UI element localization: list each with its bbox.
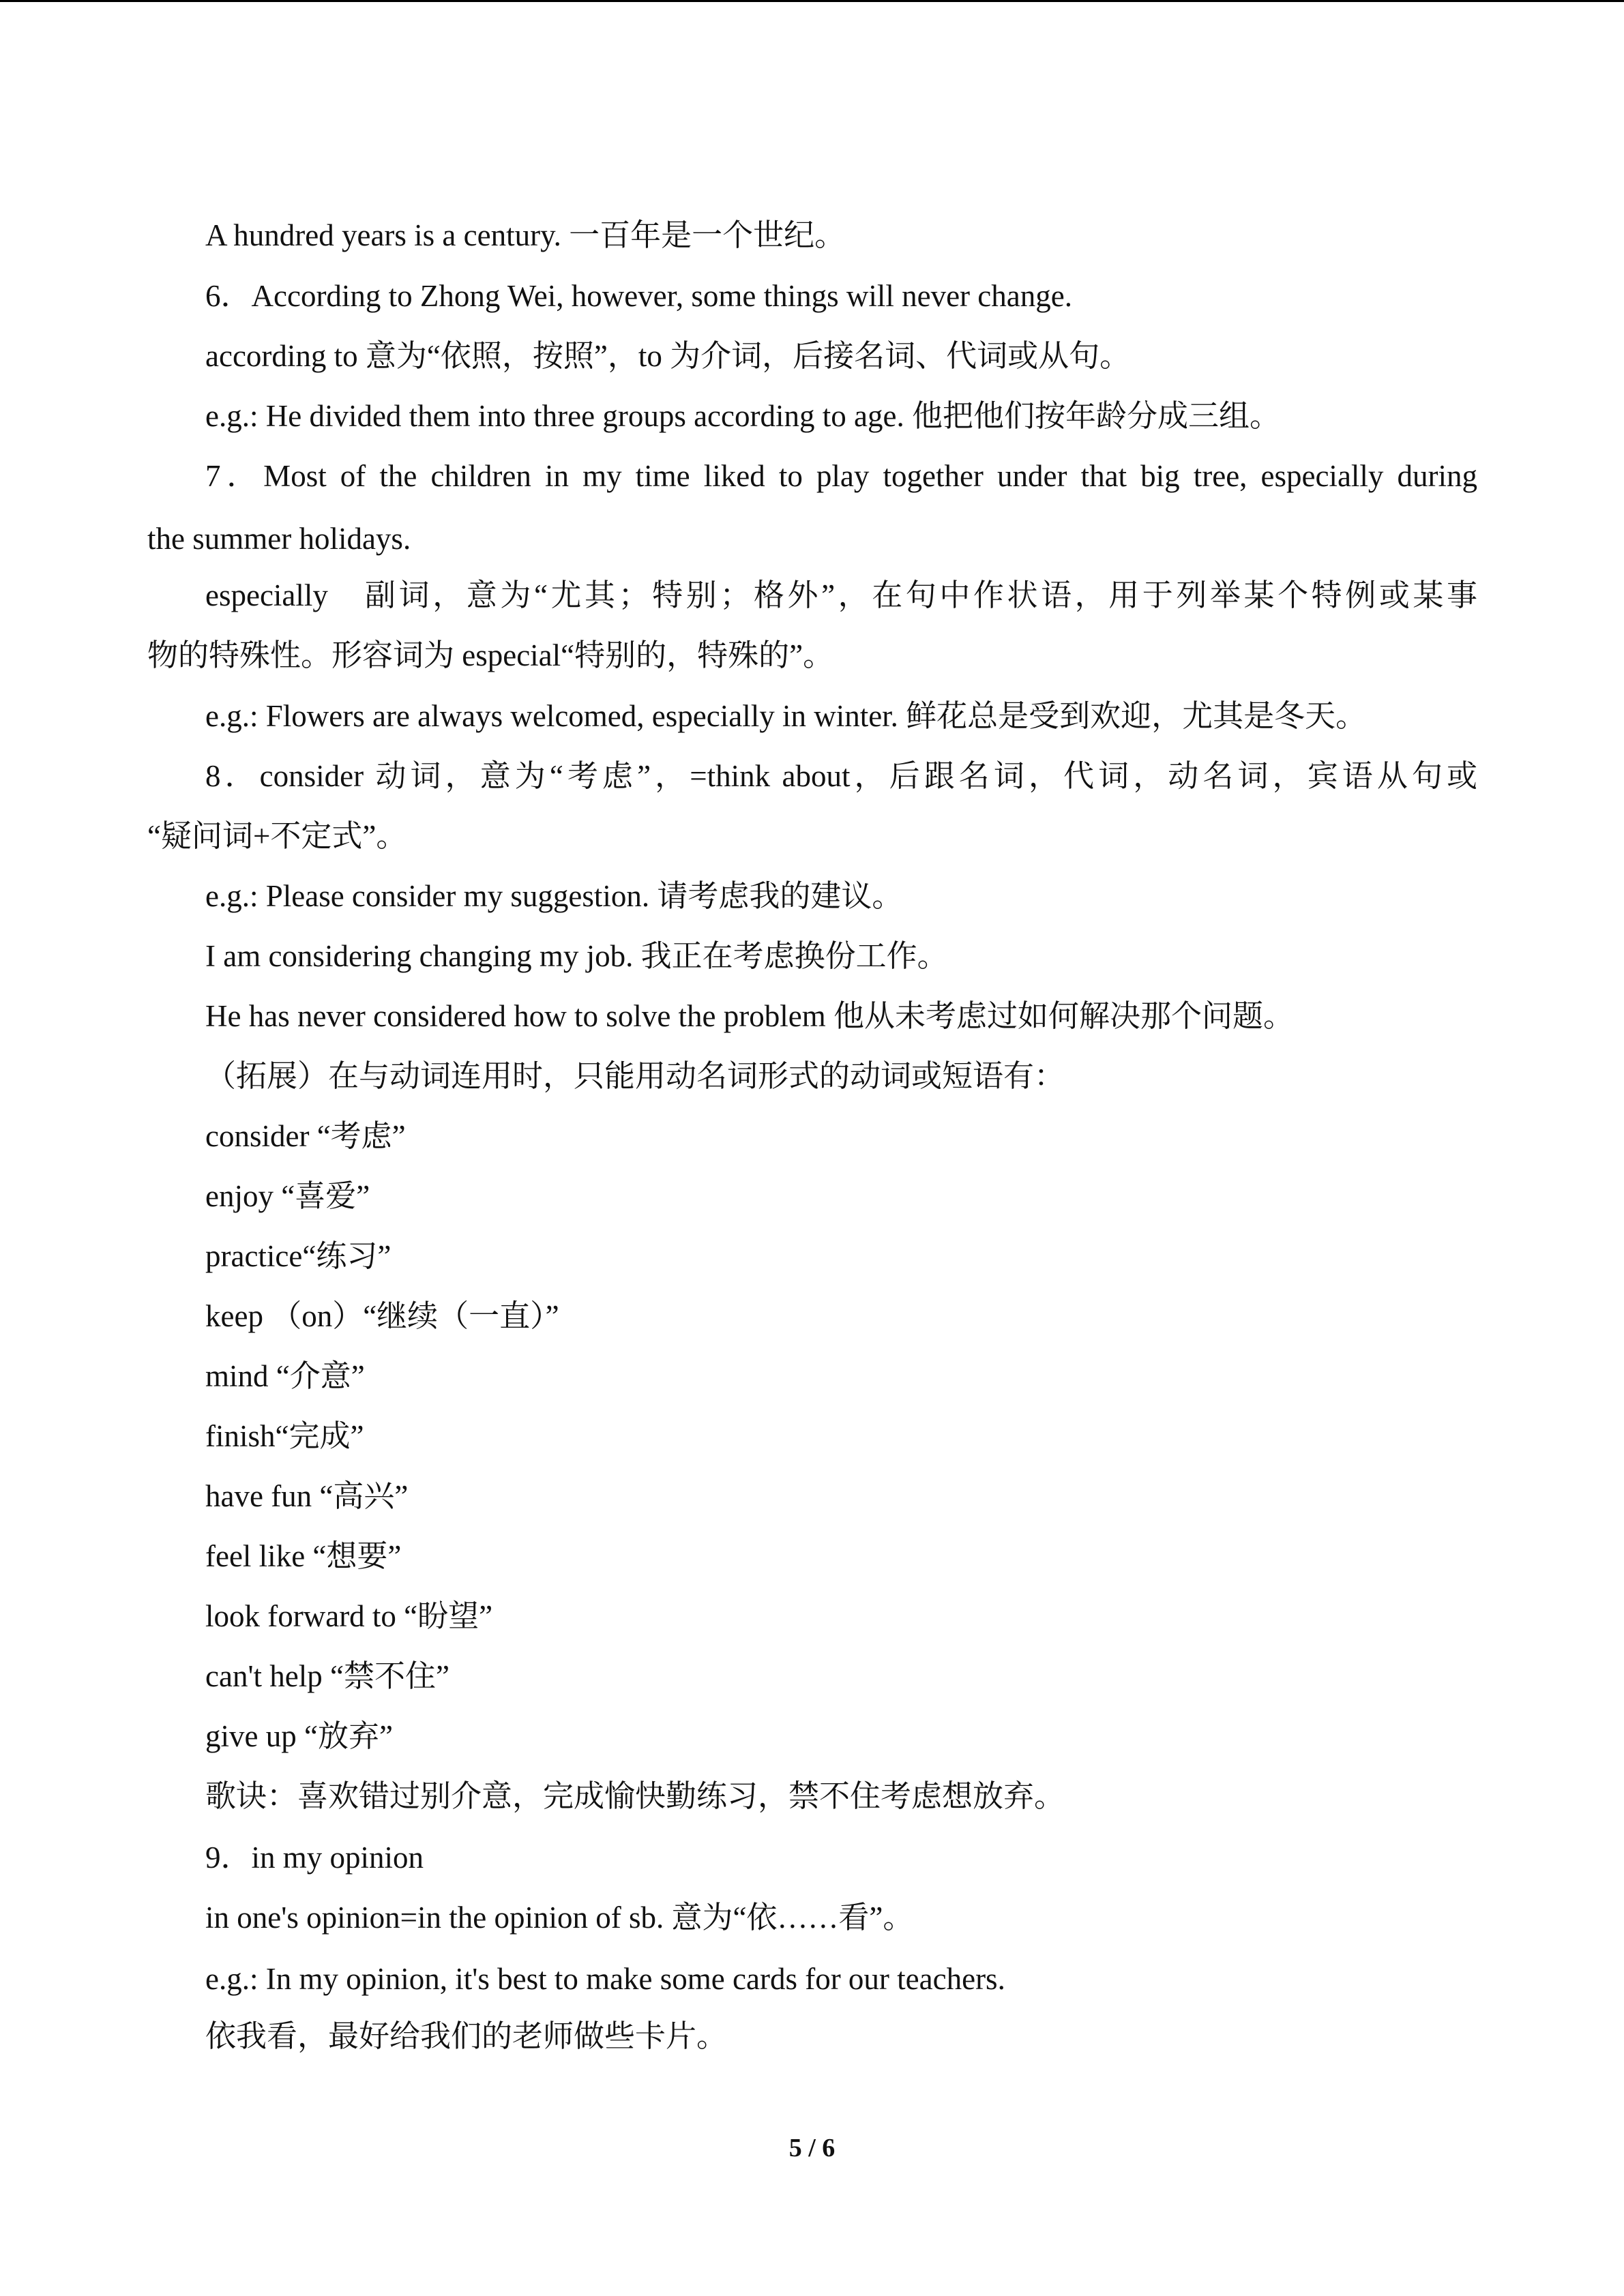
extension-note: （拓展）在与动词连用时，只能用动名词形式的动词或短语有： [205,1059,1065,1093]
list-item: give up “放弃” [205,1719,393,1753]
text-line-continued: the summer holidays. [147,522,411,556]
page-number: 5 / 6 [788,2134,836,2162]
list-item: look forward to “盼望” [205,1599,493,1633]
list-item: mind “介意” [205,1359,365,1393]
item-8-heading: 8．consider 动词，意为“考虑”，=think about，后跟名词，代词，动名词，宾语从句或 [205,759,1477,793]
example-line: e.g.: He divided them into three groups according to age. 他把他们按年龄分成三组。 [205,399,1280,433]
item-7-heading: 7．Most of the children in my time liked to play together under that big tree, especially during [205,459,1477,493]
example-line: e.g.: Flowers are always welcomed, especially in winter. 鲜花总是受到欢迎，尤其是冬天。 [205,699,1367,733]
example-line: e.g.: In my opinion, it's best to make some cards for our teachers. [205,1962,1005,1996]
text-line: according to 意为“依照，按照”，to 为介词，后接名词、代词或从句。 [205,339,1131,373]
example-line: I am considering changing my job. 我正在考虑换份工作。 [205,939,948,973]
example-line: e.g.: Please consider my suggestion. 请考虑我的建议。 [205,879,903,913]
text-line: A hundred years is a century. 一百年是一个世纪。 [205,218,846,252]
text-line: especially 副词，意为“尤其；特别；格外”，在句中作状语，用于列举某个特例或某事 [205,578,1477,612]
list-item: feel like “想要” [205,1539,402,1573]
item-9-heading: 9．in my opinion [205,1840,424,1875]
mnemonic-line: 歌诀：喜欢错过别介意，完成愉快勤练习，禁不住考虑想放弃。 [205,1779,1065,1813]
list-item: have fun “高兴” [205,1479,409,1513]
example-line: He has never considered how to solve the problem 他从未考虑过如何解决那个问题。 [205,999,1294,1033]
text-line: in one's opinion=in the opinion of sb. 意为“依……看”。 [205,1900,914,1935]
list-item: can't help “禁不住” [205,1659,449,1693]
list-item: keep （on）“继续（一直）” [205,1299,559,1333]
list-item: enjoy “喜爱” [205,1179,370,1213]
top-border-line [0,0,1624,2]
list-item: consider “考虑” [205,1119,406,1153]
text-line-continued: “疑问词+不定式”。 [147,819,407,853]
example-translation: 依我看，最好给我们的老师做些卡片。 [205,2019,728,2053]
text-line-continued: 物的特殊性。形容词为 especial“特别的，特殊的”。 [147,638,834,672]
list-item: finish“完成” [205,1419,364,1453]
list-item: practice“练习” [205,1239,392,1273]
item-6-heading: 6．According to Zhong Wei, however, some things will never change. [205,279,1072,313]
